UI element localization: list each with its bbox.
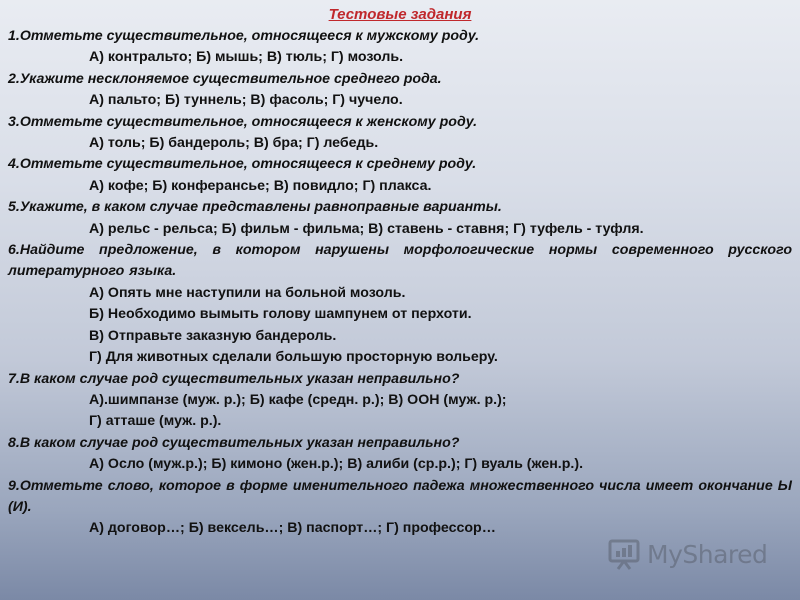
presentation-board-icon	[607, 537, 641, 571]
answer-options-5: А) рельс - рельса; Б) фильм - фильма; В) ставень - ставня; Г) туфель - туфля.	[89, 220, 644, 237]
answer-options-7b: Г) атташе (муж. р.).	[89, 413, 222, 430]
test-questions	[8, 26, 792, 540]
answer-options-1: А) контральто; Б) мышь; В) тюль; Г) мозоль.	[89, 49, 404, 66]
answer-option-6b: Б) Необходимо вымыть голову шампунем от перхоти.	[89, 306, 472, 323]
answer-options-9: А) договор…; Б) вексель…; В) паспорт…; Г) профессор…	[89, 520, 496, 537]
question-7: 7.В каком случае род существительных указан неправильно?	[8, 370, 460, 387]
question-9: 9.Отметьте слово, которое в форме именительного падежа множественного числа имеет окончание Ы (И).	[8, 477, 792, 515]
question-3: 3.Отметьте существительное, относящееся к женскому роду.	[8, 113, 478, 130]
answer-options-4: А) кофе; Б) конферансье; В) повидло; Г) плакса.	[89, 177, 432, 194]
question-2: 2.Укажите несклоняемое существительное среднего рода.	[8, 70, 442, 87]
answer-options-7a: А).шимпанзе (муж. р.); Б) кафе (средн. р.); В) ООН (муж. р.);	[89, 391, 507, 408]
answer-option-6d: Г) Для животных сделали большую просторную вольеру.	[89, 349, 498, 366]
answer-options-2: А) пальто; Б) туннель; В) фасоль; Г) чучело.	[89, 92, 403, 109]
answer-options-3: А) толь; Б) бандероль; В) бра; Г) лебедь.	[89, 135, 379, 152]
answer-option-6c: В) Отправьте заказную бандероль.	[89, 327, 337, 344]
question-6: 6.Найдите предложение, в котором нарушены морфологические нормы современного русского литературного языка.	[8, 242, 792, 280]
myshared-watermark	[607, 536, 767, 572]
slide-title: Тестовые задания	[328, 6, 472, 23]
question-4: 4.Отметьте существительное, относящееся к среднему роду.	[8, 156, 477, 173]
watermark-text: MyShared	[647, 539, 768, 569]
answer-option-6a: А) Опять мне наступили на больной мозоль.	[89, 284, 406, 301]
question-8: 8.В каком случае род существительных указан неправильно?	[8, 434, 460, 451]
question-1: 1.Отметьте существительное, относящееся к мужскому роду.	[8, 28, 480, 44]
question-5: 5.Укажите, в каком случае представлены равноправные варианты.	[8, 199, 502, 216]
answer-options-8: А) Осло (муж.р.); Б) кимоно (жен.р.); В) алиби (ср.р.); Г) вуаль (жен.р.).	[89, 456, 584, 473]
